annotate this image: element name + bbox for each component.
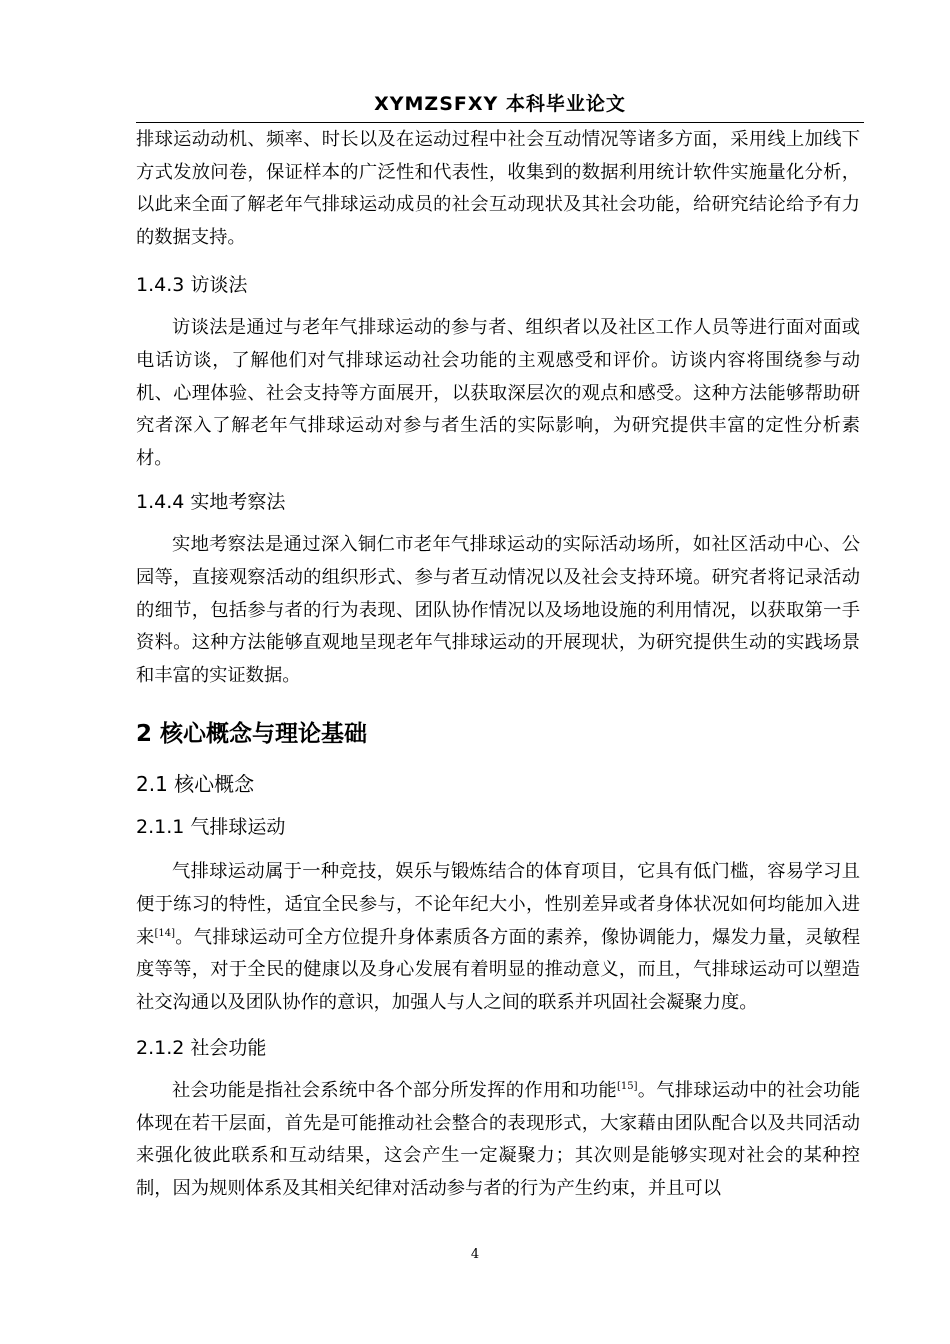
paragraph-continued: 排球运动动机、频率、时长以及在运动过程中社会互动情况等诸多方面，采用线上加线下方式发放问卷，保证样本的广泛性和代表性，收集到的数据利用统计软件实施量化分析，以此来全面了解老年气排球运动成员的社会互动现状及其社会功能，给研究结论给予有力的数据支持。 [136, 129, 860, 248]
page-number: 4 [470, 1247, 480, 1262]
paragraph-social-part-b: 。气排球运动中的社会功能体现在若干层面，首先是可能推动社会整合的表现形式，大家藉由团队配合以及共同活动来强化彼此联系和互动结果，这会产生一定凝聚力；其次则是能够实现对社会的某种控制，因为规则体系及其相关纪律对活动参与者的行为产生约束，并且可以 [136, 1080, 861, 1200]
citation-14: [14] [154, 927, 176, 939]
paragraph-volleyball-part-b: 。气排球运动可全方位提升身体素质各方面的素养，像协调能力，爆发力量，灵敏程度等等，对于全民的健康以及身心发展有着明显的推动意义，而且，气排球运动可以塑造社交沟通以及团队协作的意识，加强人与人之间的联系并巩固社会凝聚力度。 [136, 926, 861, 1013]
page-header: XYMZSFXY 本科毕业论文 [136, 88, 864, 123]
paragraph-interview: 访谈法是通过与老年气排球运动的参与者、组织者以及社区工作人员等进行面对面或电话访谈，了解他们对气排球运动社会功能的主观感受和评价。访谈内容将围绕参与动机、心理体验、社会支持等方面展开，以获取深层次的观点和感受。这种方法能够帮助研究者深入了解老年气排球运动对参与者生活的实际影响，为研究提供丰富的定性分析素材。 [136, 317, 860, 469]
citation-15: [15] [616, 1081, 638, 1093]
heading-chapter-2: 2 核心概念与理论基础 [136, 721, 368, 748]
paragraph-fieldwork: 实地考察法是通过深入铜仁市老年气排球运动的实际活动场所，如社区活动中心、公园等，直接观察活动的组织形式、参与者互动情况以及社会支持环境。研究者将记录活动的细节，包括参与者的行为表现、团队协作情况以及场地设施的利用情况，以获取第一手资料。这种方法能够直观地呈现老年气排球运动的开展现状，为研究提供生动的实践场景和丰富的实证数据。 [136, 534, 860, 686]
heading-1-4-3: 1.4.3 访谈法 [136, 274, 248, 297]
paragraph-volleyball-part-a: 气排球运动属于一种竞技，娱乐与锻炼结合的体育项目，它具有低门槛，容易学习且便于练习的特性，适宜全民参与，不论年纪大小，性别差异或者身体状况如何均能加入进来 [136, 861, 860, 948]
page-body [136, 124, 860, 1206]
paragraph-volleyball [136, 856, 860, 1019]
paragraph-social-function [136, 1075, 860, 1205]
heading-2-1-2: 2.1.2 社会功能 [136, 1037, 267, 1060]
heading-2-1-1: 2.1.1 气排球运动 [136, 816, 286, 839]
heading-1-4-4: 1.4.4 实地考察法 [136, 491, 286, 514]
heading-2-1: 2.1 核心概念 [136, 772, 255, 797]
paragraph-social-part-a: 社会功能是指社会系统中各个部分所发挥的作用和功能 [172, 1080, 617, 1102]
